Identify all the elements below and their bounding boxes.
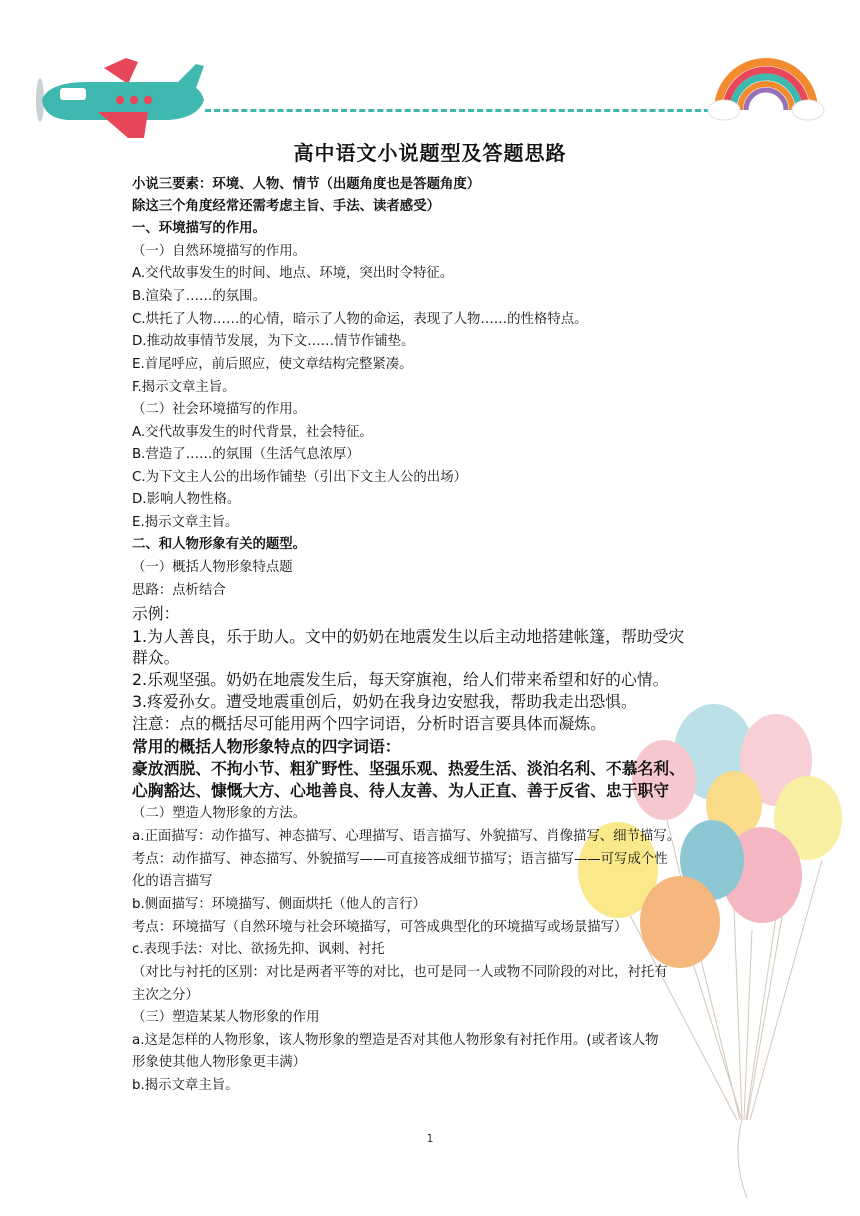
- page-title: 高中语文小说题型及答题思路: [293, 141, 567, 165]
- paragraph-line: 群众。: [132, 648, 180, 667]
- paragraph-line: a.这是怎样的人物形象，该人物形象的塑造是否对其他人物形象有衬托作用。(或者该人物: [132, 1033, 659, 1048]
- list-item: B.渲染了……的氛围。: [132, 289, 266, 304]
- paragraph-line: 考点：环境描写（自然环境与社会环境描写，可答成典型化的环境描写或场景描写）: [132, 920, 628, 935]
- subsection-heading: （一）自然环境描写的作用。: [132, 244, 307, 259]
- subsection-heading: （二）社会环境描写的作用。: [132, 402, 307, 417]
- list-item: B.营造了……的氛围（生活气息浓厚）: [132, 447, 360, 462]
- list-item: D.推动故事情节发展，为下文……情节作铺垫。: [132, 334, 415, 349]
- paragraph-line: b.侧面描写：环境描写、侧面烘托（他人的言行）: [132, 897, 426, 912]
- list-item: A.交代故事发生的时代背景，社会特征。: [132, 425, 373, 440]
- paragraph-line: a.正面描写：动作描写、神态描写、心理描写、语言描写、外貌描写、肖像描写、细节描写。: [132, 829, 681, 844]
- list-item: C.烘托了人物……的心情，暗示了人物的命运，表现了人物……的性格特点。: [132, 312, 588, 327]
- subsection-heading: （一）概括人物形象特点题: [132, 560, 293, 575]
- list-item: D.影响人物性格。: [132, 492, 241, 507]
- section-heading: 一、环境描写的作用。: [132, 221, 266, 236]
- section-heading: 二、和人物形象有关的题型。: [132, 537, 307, 552]
- page-number: 1: [426, 1132, 434, 1145]
- paragraph-line: 2.乐观坚强。奶奶在地震发生后，每天穿旗袍，给人们带来希望和好的心情。: [132, 670, 669, 689]
- paragraph-line: 主次之分）: [132, 988, 199, 1003]
- subsection-heading: （三）塑造某某人物形象的作用: [132, 1010, 320, 1025]
- rainbow-icon: [706, 50, 826, 122]
- list-item: E.首尾呼应，前后照应，使文章结构完整紧凑。: [132, 357, 413, 372]
- list-item: F.揭示文章主旨。: [132, 380, 236, 395]
- paragraph-line: 注意：点的概括尽可能用两个四字词语，分析时语言要具体而凝炼。: [132, 714, 606, 733]
- paragraph-line: c.表现手法：对比、欲扬先抑、讽刺、衬托: [132, 942, 385, 957]
- dashed-divider: [205, 109, 710, 112]
- list-item: A.交代故事发生的时间、地点、环境，突出时令特征。: [132, 266, 454, 281]
- airplane-icon: [28, 48, 208, 140]
- intro-line: 小说三要素：环境、人物、情节（出题角度也是答题角度）: [132, 177, 481, 192]
- intro-line: 除这三个角度经常还需考虑主旨、手法、读者感受）: [132, 199, 440, 214]
- paragraph-line: 化的语言描写: [132, 874, 213, 889]
- paragraph-line: （对比与衬托的区别：对比是两者平等的对比，也可是同一人或物不同阶段的对比，衬托有: [132, 965, 668, 980]
- paragraph-line: 形象使其他人物形象更丰满）: [132, 1055, 307, 1070]
- paragraph-line: 心胸豁达、慷慨大方、心地善良、待人友善、为人正直、善于反省、忠于职守: [132, 781, 670, 800]
- paragraph-line: 常用的概括人物形象特点的四字词语：: [132, 737, 401, 756]
- list-item: E.揭示文章主旨。: [132, 515, 239, 530]
- paragraph-line: 3.疼爱孙女。遭受地震重创后，奶奶在我身边安慰我，帮助我走出恐惧。: [132, 692, 637, 711]
- paragraph-line: 豪放洒脱、不拘小节、粗犷野性、坚强乐观、热爱生活、淡泊名利、不慕名利、: [132, 759, 685, 778]
- paragraph-line: 考点：动作描写、神态描写、外貌描写——可直接答成细节描写；语言描写——可写成个性: [132, 852, 668, 867]
- paragraph-line: 示例：: [132, 604, 180, 623]
- paragraph-line: b.揭示文章主旨。: [132, 1078, 239, 1093]
- list-item: C.为下文主人公的出场作铺垫（引出下文主人公的出场）: [132, 470, 467, 485]
- paragraph-line: 1.为人善良，乐于助人。文中的奶奶在地震发生以后主动地搭建帐篷，帮助受灾: [132, 627, 685, 646]
- paragraph-line: 思路：点析结合: [132, 583, 226, 598]
- subsection-heading: （二）塑造人物形象的方法。: [132, 806, 307, 821]
